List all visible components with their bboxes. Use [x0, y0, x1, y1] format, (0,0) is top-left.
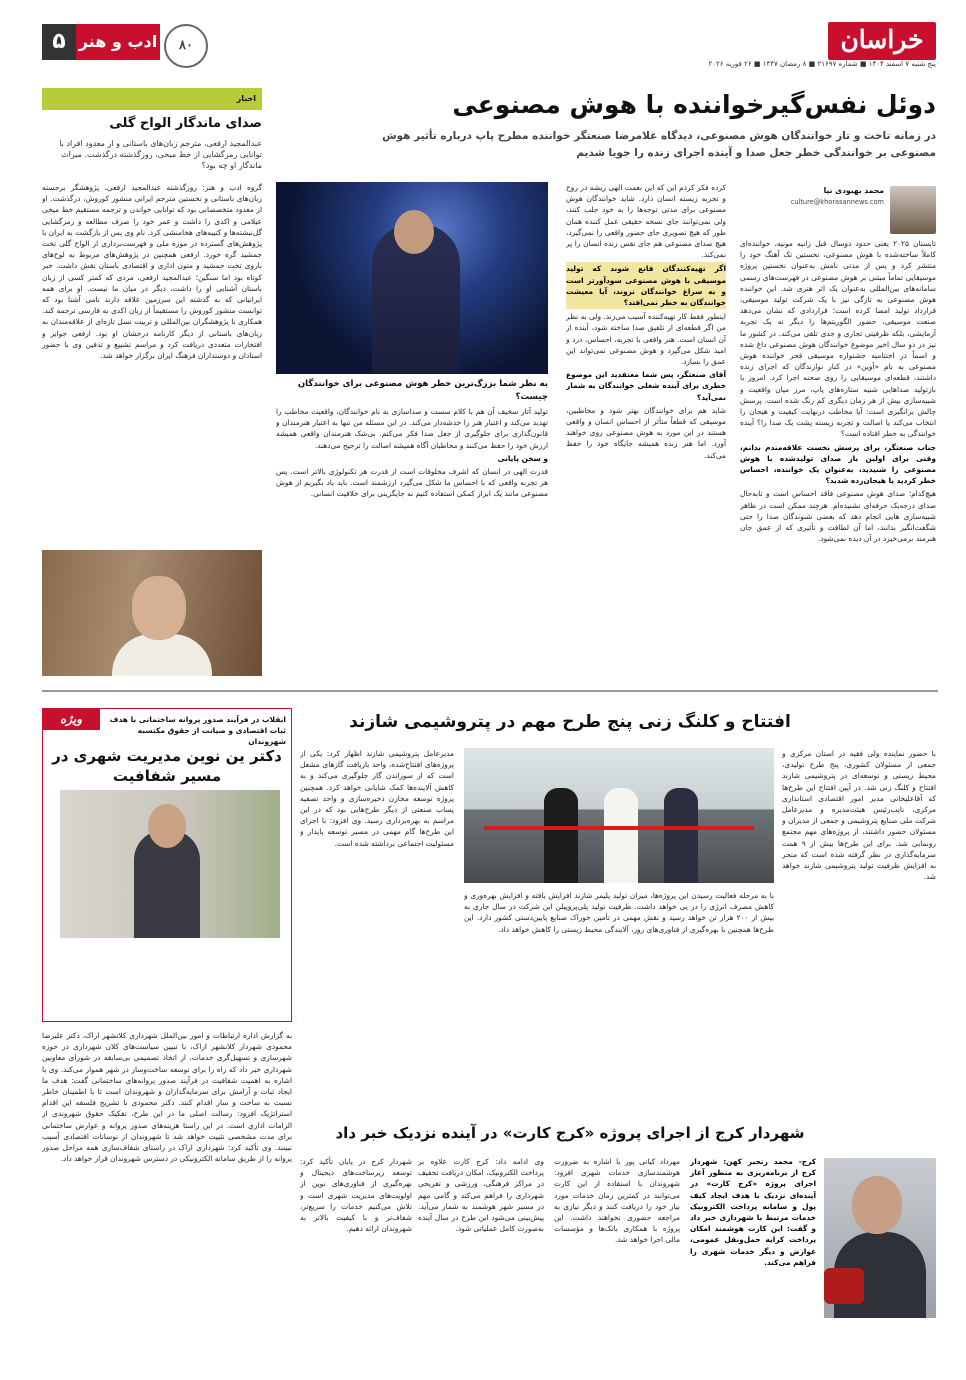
karaj-body-4: شهردار کرج در پایان تأکید کرد: توسعه زیرساخت‌های دیجیتال و بهره‌گیری از فناوری‌های نوین از اولویت‌های مدیریت شهری است و تلاش می‌کنیم خدمات را سریع‌تر، شفاف‌تر و با کیفیت بالاتر به شهروندان ارائه دهیم.	[300, 1157, 412, 1234]
karaj-headline: شهردار کرج از اجرای پروژه «کرج کارت» در آینده نزدیک خبر داد	[335, 1124, 805, 1142]
anniversary-logo-icon: ۸۰	[164, 24, 208, 68]
lead-body-2: کرده فکر کردم این که این نعمت الهی ریشه در روح و تجربه زیسته انسان دارد. شاید خوانندگان هوش مصنوعی برای مدتی توجه‌ها را به خود جلب کنند، ولی نمی‌توانند جای نسخه حقیقی عمل کننده همان طور که هیچ تصویری جای حضور واقعی را نمی‌گیرد، هیچ صدای مصنوعی هم جای نفس زنده انسان را پر نمی‌کند.	[566, 183, 726, 260]
lead-question-4: و سخن پایانی	[497, 453, 548, 463]
lead-column-3	[276, 406, 548, 680]
news-deck: عبدالمجید ارفعی، مترجم زبان‌های باستانی و از معدود افراد با توانایی رمزگشایی از خط میخی، روزگذشته درگذشت. میراث ماندگار او چه بود؟	[59, 139, 262, 170]
page-number: ۵	[42, 24, 76, 60]
karaj-column-1	[690, 1156, 816, 1318]
special-body: به گزارش اداره ارتباطات و امور بین‌الملل شهرداری کلانشهر اراک، دکتر علیرضا محمودی شهردار کلانشهر اراک، با تبیین سیاست‌های کلان شهرداری در حوزه شهرسازی و تسهیل‌گری خدمات، از اتخاذ تصمیمی بی‌سابقه در شورای معاونین شهرداری خبر داد که راه را برای توسعه ساخت‌وساز در شهر هموار می‌کند. وی با اشاره به اهمیت شفافیت در فرآیند صدور پروانه‌های ساختمانی گفت: هدف ما ایجاد ثبات و آرامش برای سرمایه‌گذاران و شهروندان است تا با اطمینان خاطر نسبت به ساخت و ساز اقدام کنند. دکتر محمودی با تشریح فلسفه این اقدام استراتژیک افزود: رسالت اصلی ما در این طرح، تفکیک حقوق شهروندی از الزامات اداری است. در این راستا هزینه‌های صدور پروانه و عوارض ساختمانی برای مدت مشخصی تثبیت خواهد شد تا شهروندان از نوسانات اقتصادی آسیب نبینند. وی تأکید کرد: شهرداری اراک در راستای شفاف‌سازی همه مراحل صدور پروانه را از طریق سامانه الکترونیکی در دسترس شهروندان قرار خواهد داد.	[42, 1031, 292, 1164]
opening-column-2	[464, 890, 774, 1118]
lead-column-1	[740, 210, 936, 680]
newspaper-logo: خراسان	[828, 22, 936, 60]
section-name: ادب و هنر	[76, 24, 160, 60]
opening-body-3: مدیرعامل پتروشیمی شازند اظهار کرد: یکی از پروژه‌های افتتاح‌شده، واحد بازیافت گازهای مشعل است که از سوزاندن گاز جلوگیری می‌کند و به کاهش آلاینده‌ها کمک شایانی خواهد کرد. همچنین پروژه توسعه مخازن ذخیره‌سازی و واحد تصفیه پساب صنعتی از دیگر طرح‌هایی بود که در این مراسم به بهره‌برداری رسید. وی افزود: با اجرای این طرح‌ها گام مهمی در مسیر توسعه پایدار و مسئولیت اجتماعی برداشته شده است.	[300, 749, 454, 848]
lead-question-3: آقای صنعتگر، پس شما معتقدید این موضوع خطری برای آینده شغلی خوانندگان به شمار نمی‌آید؟	[566, 370, 726, 402]
opening-column-1	[782, 748, 936, 1118]
section-divider	[42, 690, 938, 692]
opening-body-2: با به مرحله فعالیت رسیدن این پروژه‌ها، میزان تولید پلیمر شازند افزایش یافته و افزایش بهره‌وری و کاهش مصرف انرژی را در پی خواهد داشت. ظرفیت تولید پلی‌پروپیلن این شرکت در سال جاری به بیش از ۲۰۰ هزار تن خواهد رسید و نقش مهمی در تأمین خوراک صنایع پایین‌دستی کشور دارد. این طرح‌ها همچنین با بهره‌گیری از فناوری‌های روز، آلایندگی محیط زیستی را کاهش خواهد داد.	[464, 891, 774, 934]
news-label: اخبار	[236, 94, 256, 103]
singer-concert-photo	[276, 182, 548, 374]
mayor-arak-photo	[60, 790, 280, 938]
special-headline: دکتر ین نوین مدیریت شهری در مسیر شفافیت	[52, 747, 282, 785]
lead-deck: در زمانه تاخت و تاز خوانندگان هوش مصنوعی، دیدگاه غلامرضا صنعتگر خواننده مطرح پاپ درباره تأثیر هوش مصنوعی بر خوانندگی خطر جعل صدا و آینده اجرای زنده را جویا شدیم	[382, 130, 936, 159]
author-name: محمد بهبودی نیا	[823, 186, 884, 195]
lead-headline: دوئل نفس‌گیرخواننده با هوش مصنوعی	[452, 90, 936, 119]
opening-column-3	[300, 748, 454, 1118]
lead-answer-4: قدرت الهی در انسان که اشرف مخلوقات است از قدرت هر تکنولوژی بالاتر است. پس هر تجربه واقعی که با احساس ما شکل می‌گیرد ارزشمند است. باید یاد بگیریم از هوش مصنوعی مانند یک ابزار کمکی استفاده کنیم نه جایگزینی برای خلاقیت انسانی.	[276, 467, 548, 499]
author-email: culture@khorasannews.com	[790, 198, 884, 206]
lead-body-3: تولید آثار سخیف آن هم با کلام سست و صداسازی به نام خوانندگان، واقعیت مخاطب را تهدید می‌کند و اعتبار هنر را خدشه‌دار می‌کند. در این مسئله من تنها به اعتبار هنرمندان و قانون‌گذاری برای جلوگیری از جعل صدا فکر می‌کنم. بی‌شک هنرمندان واقعی همیشه ارزش خود را حفظ می‌کنند و مخاطبان آگاه همیشه اصالت را ترجیح می‌دهند.	[276, 407, 548, 450]
ribbon-cutting-photo	[464, 748, 774, 883]
karaj-column-4	[300, 1156, 412, 1318]
lead-subheading: به نظر شما بزرگ‌ترین خطر هوش مصنوعی برای خوانندگان چیست؟	[297, 379, 548, 402]
special-tab: ویژه	[42, 708, 100, 730]
lead-question-1: جناب صنعتگر، برای پرسش نخست علاقه‌مندم بدانم، وقتی برای اولین بار صدای تولیدشده با هوش مصنوعی را شنیدید، به‌عنوان یک خواننده، احساس خطر کردید یا هیجان‌زده شدید؟	[740, 442, 936, 486]
karaj-body-2: مهرداد کیانی پور با اشاره به ضرورت هوشمندسازی خدمات شهری افزود: شهروندان با استفاده از این کارت می‌توانند در کمترین زمان خدمات مورد نیاز خود را دریافت کنند و دیگر نیازی به مراجعه حضوری نخواهند داشت. این پروژه با همکاری بانک‌ها و مؤسسات مالی اجرا خواهد شد.	[554, 1157, 680, 1245]
news-portrait-photo	[42, 550, 262, 676]
news-body: گروه ادب و هنر: روزگذشته عبدالمجید ارفعی، پژوهشگر برجسته زبان‌های باستانی و نخستین مترجم ایرانی منشور کوروش، درگذشت. او از معدود متخصصانی بود که توانایی خواندن و ترجمه مستقیم خط میخی عیلامی و اکدی را داشت و عمر خود را صرف مطالعه و رمزگشایی گل‌نبشته‌ها و کتیبه‌های هخامنشی کرد. نام وی پس از بازگشت به ایران با پژوهش‌های گسترده در موزه ملی و فهرست‌برداری از الواح گلی تخت جمشید گره خورد. ارفعی همچنین در پژوهش‌های مربوط به لوح‌های باروی تخت جمشید و متون اداری و اقتصادی باستان نقش داشت. خبر کوتاه بود اما سنگین؛ عبدالمجید ارفعی، مردی که کمتر کسی از زبان باستان آشنایی او را داشت، دیگر در میان ما نیست. او برای همه ایرانیانی که به گذشته این سرزمین علاقه دارند نامی آشنا بود که توانست منشور کوروش را مستقیماً از زبان اکدی به فارسی ترجمه کند. همکاری با پژوهشگران بین‌المللی و تربیت نسل تازه‌ای از علاقه‌مندان به زبان‌های باستانی از دیگر کارنامه درخشان او بود. ارفعی جوایز و افتخارات متعددی دریافت کرد و مراسم تشییع و تدفین وی با حضور استادان و دوستداران فرهنگ ایران برگزار خواهد شد.	[42, 183, 262, 361]
karaj-mayor-photo	[824, 1158, 936, 1318]
lead-column-2	[566, 182, 726, 680]
dateline: پنج شنبه ۷ اسفند ۱۴۰۴ ■ شماره ۲۱۶۹۷ ■ ۸ رمضان ۱۴۴۷ ■ ۲۶ فوریه ۲۰۲۶	[708, 60, 936, 68]
news-headline: صدای ماندگار الواح گلی	[109, 116, 262, 131]
lead-body-1: تابستان ۲۰۲۵ یعنی حدود دوسال قبل زانیه مونیه، خواننده‌ای کاملاً ساخته‌شده با هوش مصنوعی، نخستین تک آهنگ خود را منتشر کرد و پس از مدتی نامش به‌عنوان نخستین پروژه موسیقایی تماماً مبتنی بر هوش مصنوعی در فهرست‌های رسمی سامانه‌های بین‌المللی به‌عنوان یک اثر هنری شد. این خواننده هوش مصنوعی به تازگی نیز با یک شرکت تولید موسیقی، قرارداد تولید امضا کرده است؛ قراردادی که نشان می‌دهد صنعت موسیقی، حضور الگوریتم‌ها را دیگر نه یک تجربه آزمایشی، بلکه ظرفیتی تجاری و جدی تلقی می‌کند. در کشور ما نیز در دو سال اخیر موضوع خوانندگان هوش مصنوعی داغ شده و اسماً در اختتامیه جشنواره موسیقی فجر خواننده هوش مصنوعی به نام «آوین» در کنار نوازندگان که اجرای زنده داشتند، قطعه‌ای موسیقایی را روی صحنه اجرا کرد. امروز با بازتولید صداهایی شبیه ستاره‌های پاپ، مرز میان واقعیت و شبیه‌سازی بیش از هر زمان دیگری کم رنگ شده است. پرسش چالش برانگیزی است: آیا مخاطب درنهایت کیفیت و هیجان را انتخاب می‌کند یا اصالت و تجربه زیسته پشت یک صدا را؟ آینده خوانندگی به خطر افتاده است؟	[740, 239, 936, 439]
special-kicker: انقلاب در فرآیند صدور پروانه ساختمانی با هدف ثبات اقتصادی و صیانت از حقوق مکتسبه شهروندان	[109, 715, 286, 746]
karaj-column-3	[418, 1156, 544, 1318]
opening-headline: افتتاح و کلنگ زنی پنج طرح مهم در پتروشیمی شازند	[349, 712, 791, 732]
opening-body-1: با حضور نماینده ولی فقیه در استان مرکزی و جمعی از مسئولان کشوری، پنج طرح تولیدی، محیط زیستی و توسعه‌ای در پتروشیمی شازند افتتاح و کلنگ زنی شد. در آیین افتتاح این طرح‌ها که آقاعلیخانی مدیر امور اقتصادی استانداری مرکزی، نایب‌رئیس هیئت‌مدیره و مدیرعامل شرکت ملی صنایع پتروشیمی و جمعی از مدیران و مسئولان حضور داشتند، از پروژه‌های مهم مجتمع رونمایی شد. برای این طرح‌ها بیش از ۹ همت سرمایه‌گذاری در نظر گرفته شده است که منجر به افزایش ظرفیت تولید پتروشیمی شازند خواهد شد.	[782, 749, 936, 882]
karaj-column-2	[554, 1156, 680, 1318]
lead-answer-1: هیچ‌کدام؛ صدای هوش مصنوعی فاقد احساس است و تابه‌حال صدای درجه‌یک حرفه‌ای نشنیده‌ام. هرچند ممکن است در ظاهر شبیه‌سازی هایی انجام دهد که بعضی شنوندگان صدا را حتی شگفت‌انگیز بدانند، اما آن لطافت و تأثیری که از عمق جان هنرمند برمی‌خیزد در آن دیده نمی‌شود.	[740, 489, 936, 544]
section-tab	[42, 24, 160, 60]
karaj-body-3: وی ادامه داد: کرج کارت علاوه بر پرداخت الکترونیک، امکان دریافت تخفیف در مراکز فرهنگی، ورزشی و تفریحی شهرداری را فراهم می‌کند و گامی مهم در مسیر شهر هوشمند به شمار می‌آید. پیش‌بینی می‌شود این طرح در سال آینده به‌صورت کامل عملیاتی شود.	[418, 1157, 544, 1234]
lead-question-2: اگر تهیه‌کنندگان قانع شوند که تولید موسیقی با هوش مصنوعی سودآورتر است و به سراغ خوانندگان نروند، آیا معیشت خوانندگان به خطر نمی‌افتد؟	[566, 262, 726, 309]
karaj-body-1: کرج- محمد رنجبر کهن: شهردار کرج از برنامه‌ریزی به منظور آغاز اجرای پروژه «کرج کارت» در آینده‌ای نزدیک با هدف ایجاد کیف پول و سامانه پرداخت الکترونیک خدمات مرتبط با شهرداری خبر داد و گفت: این کارت هوشمند امکان پرداخت کرایه حمل‌ونقل عمومی، عوارض و دیگر خدمات شهری را فراهم می‌کند.	[690, 1157, 816, 1267]
lead-answer-2: اینطور فقط کار تهیه‌کننده آسیب می‌زند. ولی به نظر من اگر قطعه‌ای از تلفیق صدا ساخته شود، آینده از آن انسان است. هنر واقعی با تجربه، احساس، درد و امید شکل می‌گیرد و هوش مصنوعی نمی‌تواند این عمق را بسازد.	[566, 312, 726, 367]
lead-answer-3: شاید هم برای خوانندگان بهتر شود و مخاطبین، موسیقی که قطعاً متأثر از احساس انسان و واقعی هستند در این مورد به هوش مصنوعی روی خواهند آورد. اما هنر زنده همیشه جایگاه خود را حفظ می‌کند.	[566, 405, 726, 460]
